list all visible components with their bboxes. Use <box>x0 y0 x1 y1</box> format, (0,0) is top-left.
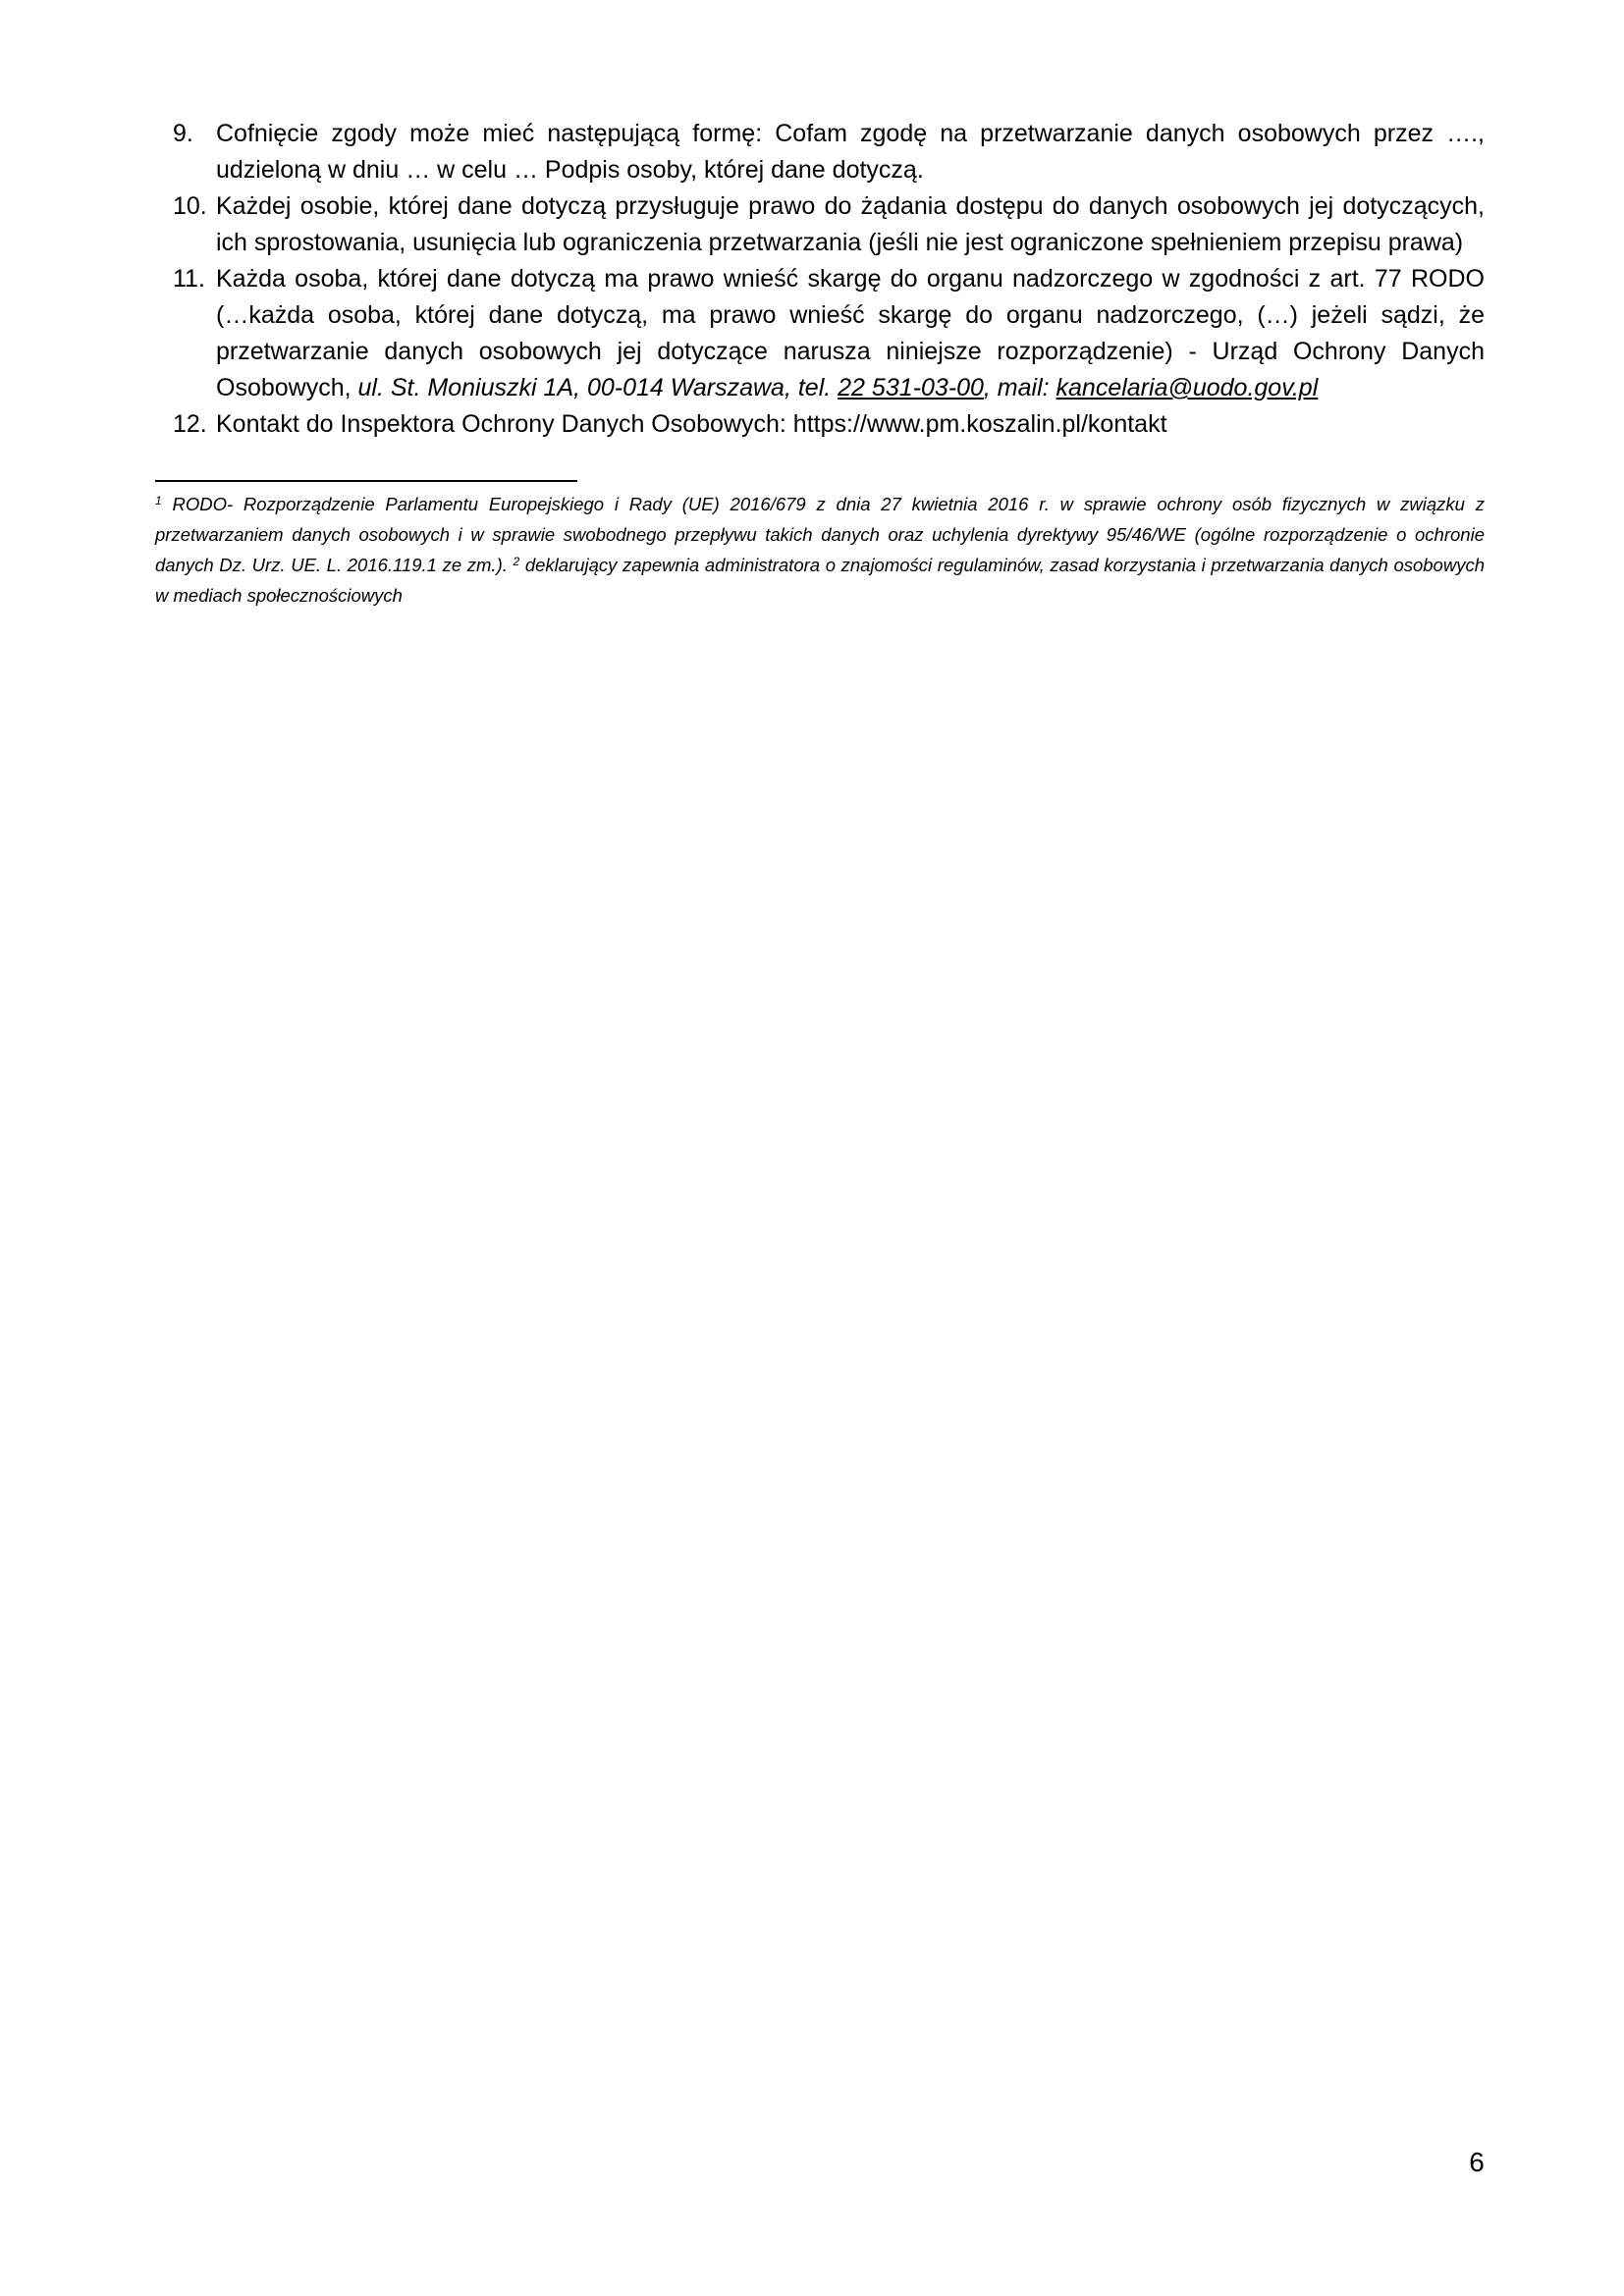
footnote-1-mark: 1 <box>155 494 162 507</box>
list-item-number: 12. <box>173 410 207 438</box>
list-item-text: Każdej osobie, której dane dotyczą przysługuje prawo do żądania dostępu do danych osobowych jej dotyczących, ich sprostowania, usunięcia lub ograniczenia przetwarzania (jeśli nie jest ograniczone spełnieniem przepisu prawa) <box>216 192 1485 256</box>
footnote-2-text: deklarujący zapewnia administratora o znajomości regulaminów, zasad korzystania i przetwarzania danych osobowych w mediach społecznościowych <box>155 555 1485 606</box>
uodo-email-link[interactable]: kancelaria@uodo.gov.pl <box>1056 374 1319 401</box>
list-item-text <box>216 265 1485 401</box>
list-item-number: 11. <box>173 265 205 293</box>
list-item-number: 9. <box>173 120 193 147</box>
page-number: 6 <box>1469 2147 1485 2177</box>
numbered-list <box>173 116 1485 443</box>
complaint-text: Każda osoba, której dane dotyczą ma prawo wnieść skargę do organu nadzorczego w zgodności z art. 77 RODO (…każda osoba, której dane dotyczą, ma prawo wnieść skargę do organu nadzorczego, (…) jeżeli sądzi, że przetwarzanie danych osobowych jej dotyczące narusza niniejsze rozporządzenie) - Urząd Ochrony Danych Osobowych, <box>216 265 1485 401</box>
uodo-phone-link[interactable]: 22 531-03-00 <box>838 374 984 401</box>
mail-label: , mail: <box>983 374 1056 401</box>
list-item-text: Kontakt do Inspektora Ochrony Danych Osobowych: https://www.pm.koszalin.pl/kontakt <box>216 410 1167 438</box>
footnote-1-text: RODO- Rozporządzenie Parlamentu Europejskiego i Rady (UE) 2016/679 z dnia 27 kwietnia 2016 r. w sprawie ochrony osób fizycznych w związku z przetwarzaniem danych osobowych i w sprawie swobodnego przepływu takich danych oraz uchylenia dyrektywy 95/46/WE (ogólne rozporządzenie o ochronie danych Dz. Urz. UE. L. 2016.119.1 ze zm.). <box>155 494 1485 575</box>
list-item-9 <box>173 116 1485 188</box>
uodo-address: ul. St. Moniuszki 1A, 00-014 Warszawa, tel. <box>357 374 839 401</box>
footnote-2-mark: 2 <box>513 555 520 568</box>
list-item-number: 10. <box>173 192 207 220</box>
list-item-11 <box>173 261 1485 406</box>
list-item-10 <box>173 188 1485 261</box>
footnote-separator <box>155 480 577 482</box>
list-item-text: Cofnięcie zgody może mieć następującą formę: Cofam zgodę na przetwarzanie danych osobowych przez …., udzieloną w dniu … w celu … Podpis osoby, której dane dotyczą. <box>216 120 1485 184</box>
footnotes <box>155 489 1485 611</box>
list-item-12 <box>173 406 1485 443</box>
